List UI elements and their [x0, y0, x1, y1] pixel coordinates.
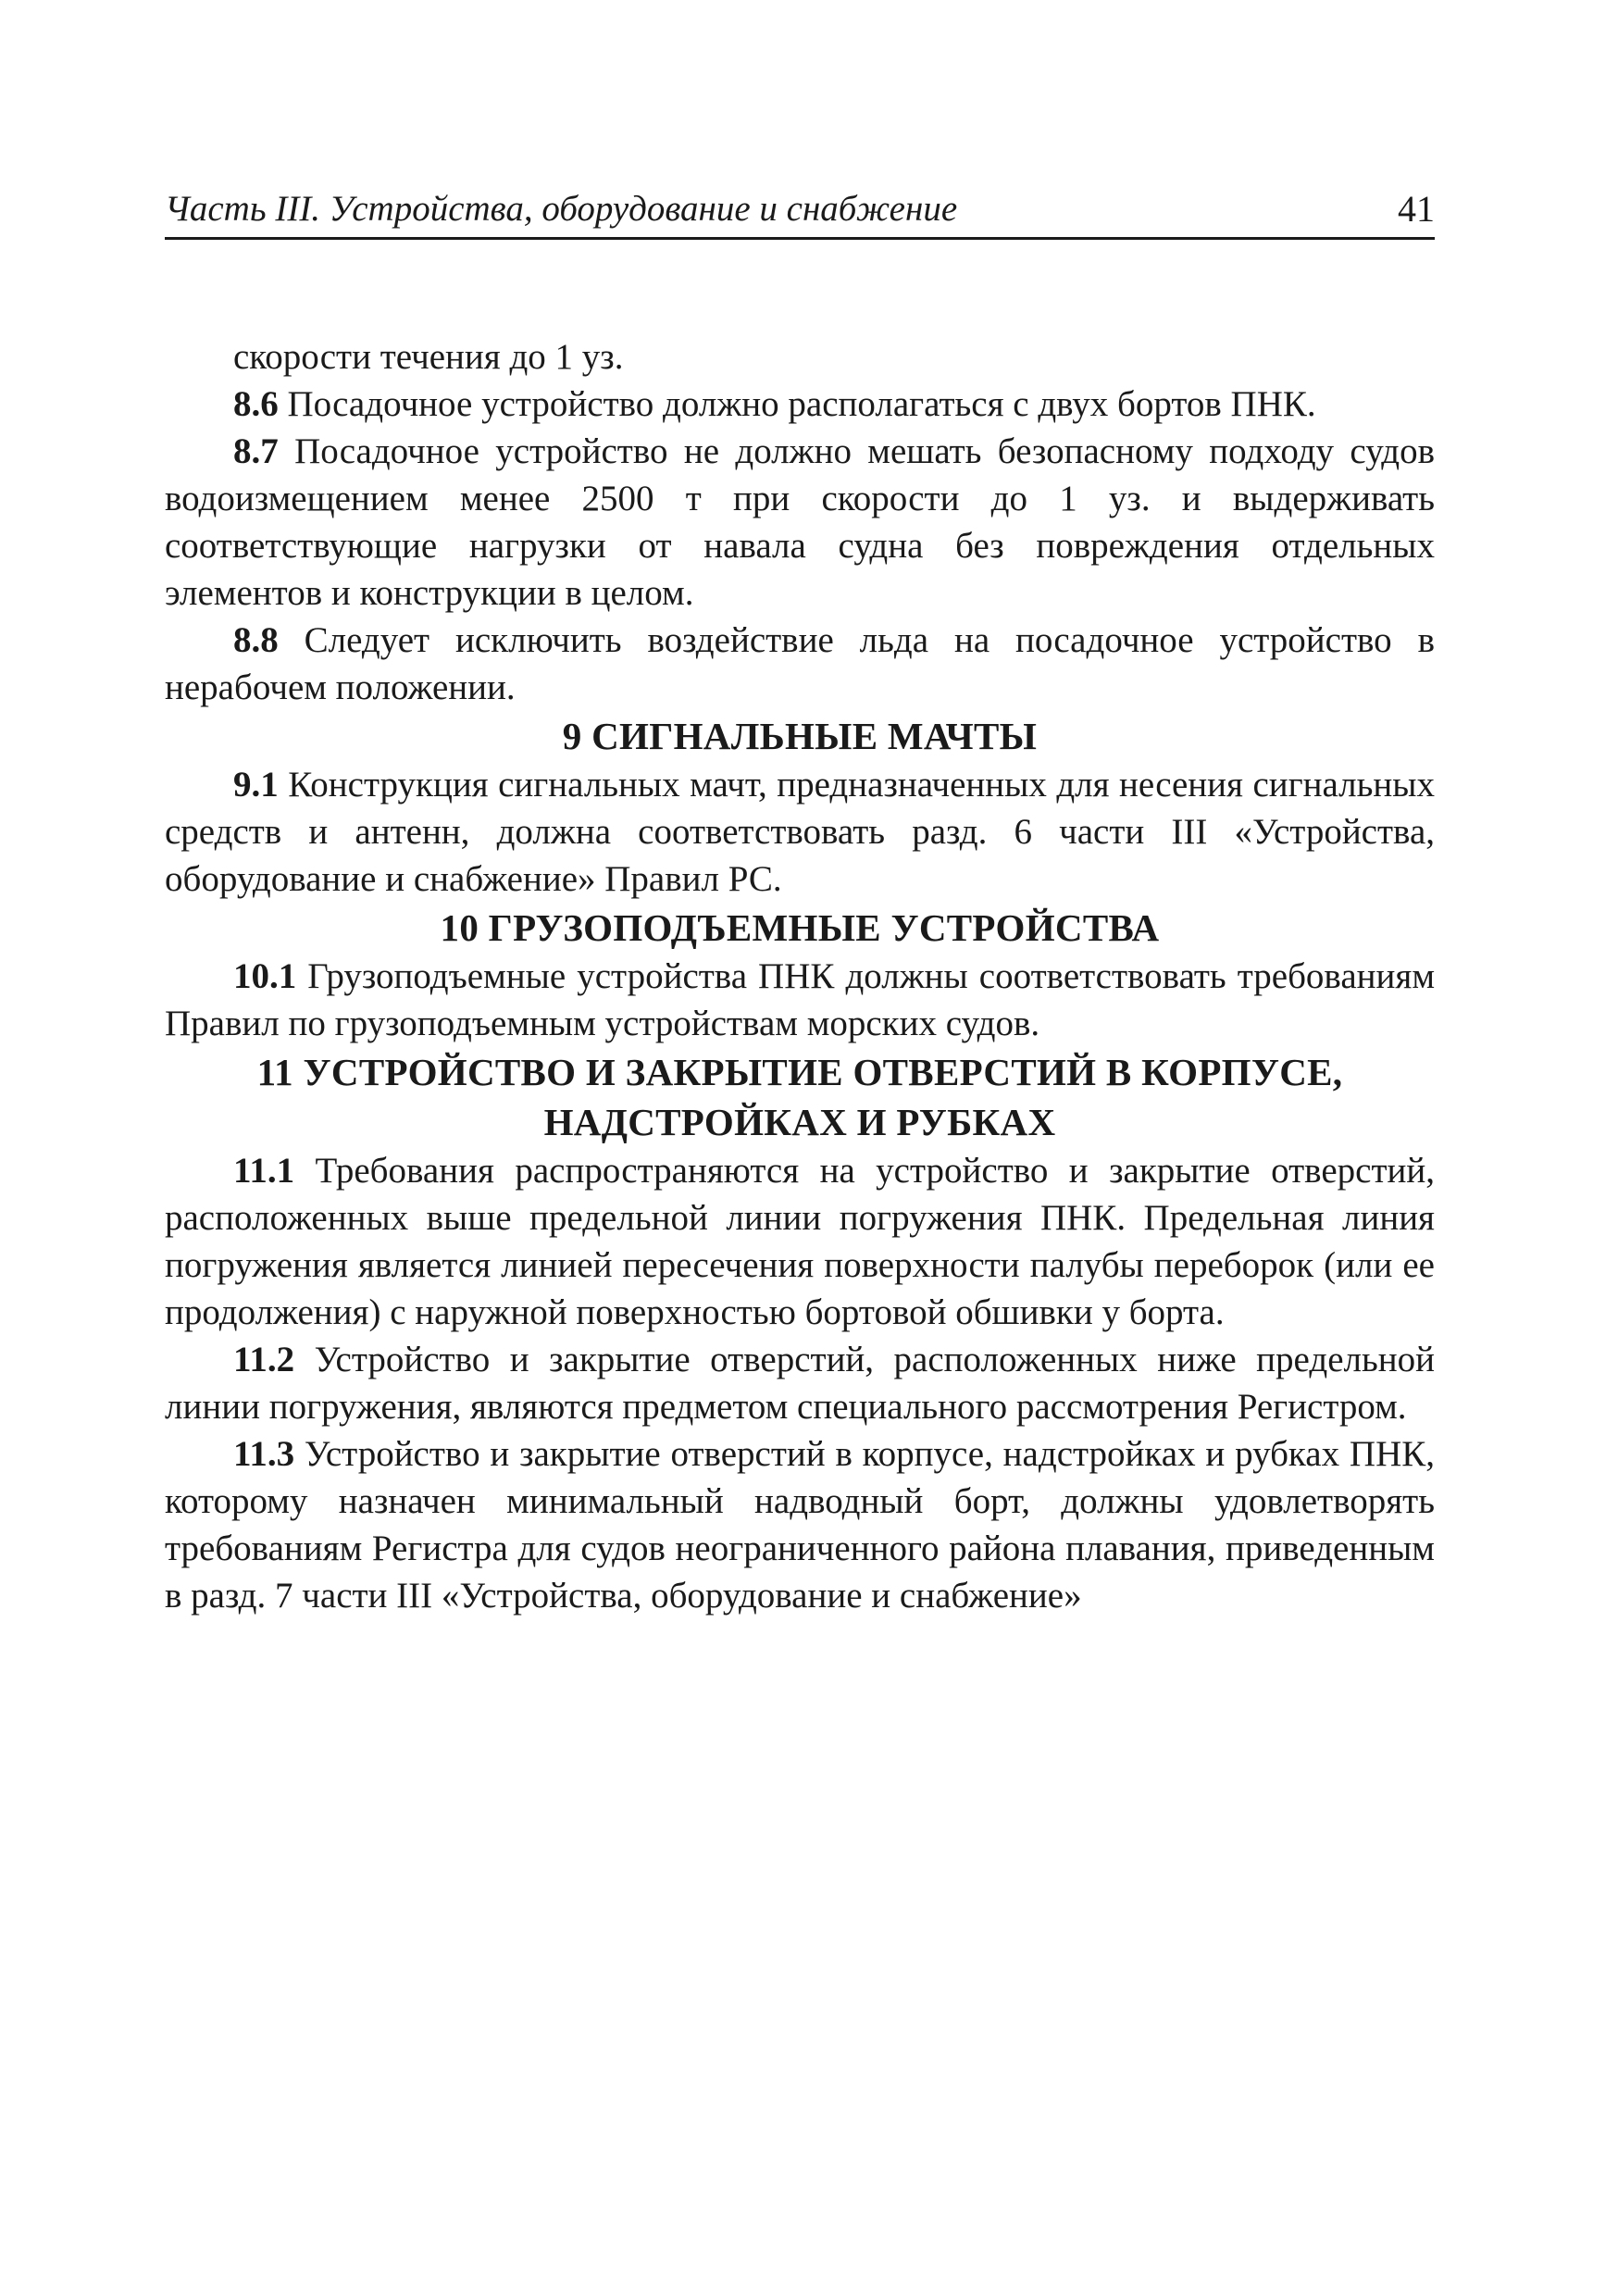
section-9-heading: 9 СИГНАЛЬНЫЕ МАЧТЫ — [562, 715, 1038, 757]
paragraph-8-8: 8.8 Следует исключить воздействие льда на посадочное устройство в нерабочем положении. — [165, 620, 1435, 707]
section-11-heading-line1: 11 УСТРОЙСТВО И ЗАКРЫТИЕ ОТВЕРСТИЙ В КОРПУСЕ, — [256, 1051, 1343, 1093]
running-header — [165, 172, 1435, 240]
clause-number: 9.1 — [233, 765, 279, 805]
section-10-heading: 10 ГРУЗОПОДЪЕМНЫЕ УСТРОЙСТВА — [440, 906, 1160, 949]
paragraph-11-2: 11.2 Устройство и закрытие отверстий, расположенных ниже предельной линии погружения, являются предметом специального рассмотрения Регистром. — [165, 1340, 1435, 1427]
paragraph-8-7: 8.7 Посадочное устройство не должно мешать безопасному подходу судов водоизмещением менее 2500 т при скорости до 1 уз. и выдерживать соответствующие нагрузки от навала судна без повреждения отдельных элементов и конструкции в целом. — [165, 431, 1435, 613]
paragraph-10-1: 10.1 Грузоподъемные устройства ПНК должны соответствовать требованиям Правил по грузоподъемным устройствам морских судов. — [165, 956, 1435, 1043]
section-11-heading — [165, 1047, 1435, 1147]
paragraph-11-1: 11.1 Требования распространяются на устройство и закрытие отверстий, расположенных выше предельной линии погружения ПНК. Предельная линия погружения является линией пересечения поверхности палубы переборок (или ее продолжения) с наружной поверхностью бортовой обшивки у борта. — [165, 1151, 1435, 1332]
paragraph-8-6: 8.6 Посадочное устройство должно располагаться с двух бортов ПНК. — [233, 384, 1316, 424]
page-body — [165, 333, 1435, 1619]
page-number: 41 — [1398, 188, 1435, 230]
clause-number: 11.3 — [233, 1434, 295, 1474]
clause-number: 11.2 — [233, 1340, 295, 1379]
running-header-title: Часть III. Устройства, оборудование и снабжение — [165, 189, 958, 230]
clause-number: 8.7 — [233, 431, 279, 471]
clause-number: 10.1 — [233, 956, 297, 996]
section-11-heading-line2: НАДСТРОЙКАХ И РУБКАХ — [543, 1101, 1056, 1143]
clause-number: 8.8 — [233, 620, 279, 660]
clause-number: 11.1 — [233, 1151, 295, 1191]
paragraph-9-1: 9.1 Конструкция сигнальных мачт, предназначенных для несения сигнальных средств и антенн, должна соответствовать разд. 6 части III «Устройства, оборудование и снабжение» Правил РС. — [165, 765, 1435, 899]
paragraph-11-3: 11.3 Устройство и закрытие отверстий в корпусе, надстройках и рубках ПНК, которому назначен минимальный надводный борт, должны удовлетворять требованиям Регистра для судов неограниченного района плавания, приведенным в разд. 7 части III «Устройства, оборудование и снабжение» — [165, 1434, 1435, 1616]
paragraph-8-5-continuation: скорости течения до 1 уз. — [233, 337, 624, 377]
clause-number: 8.6 — [233, 384, 279, 424]
